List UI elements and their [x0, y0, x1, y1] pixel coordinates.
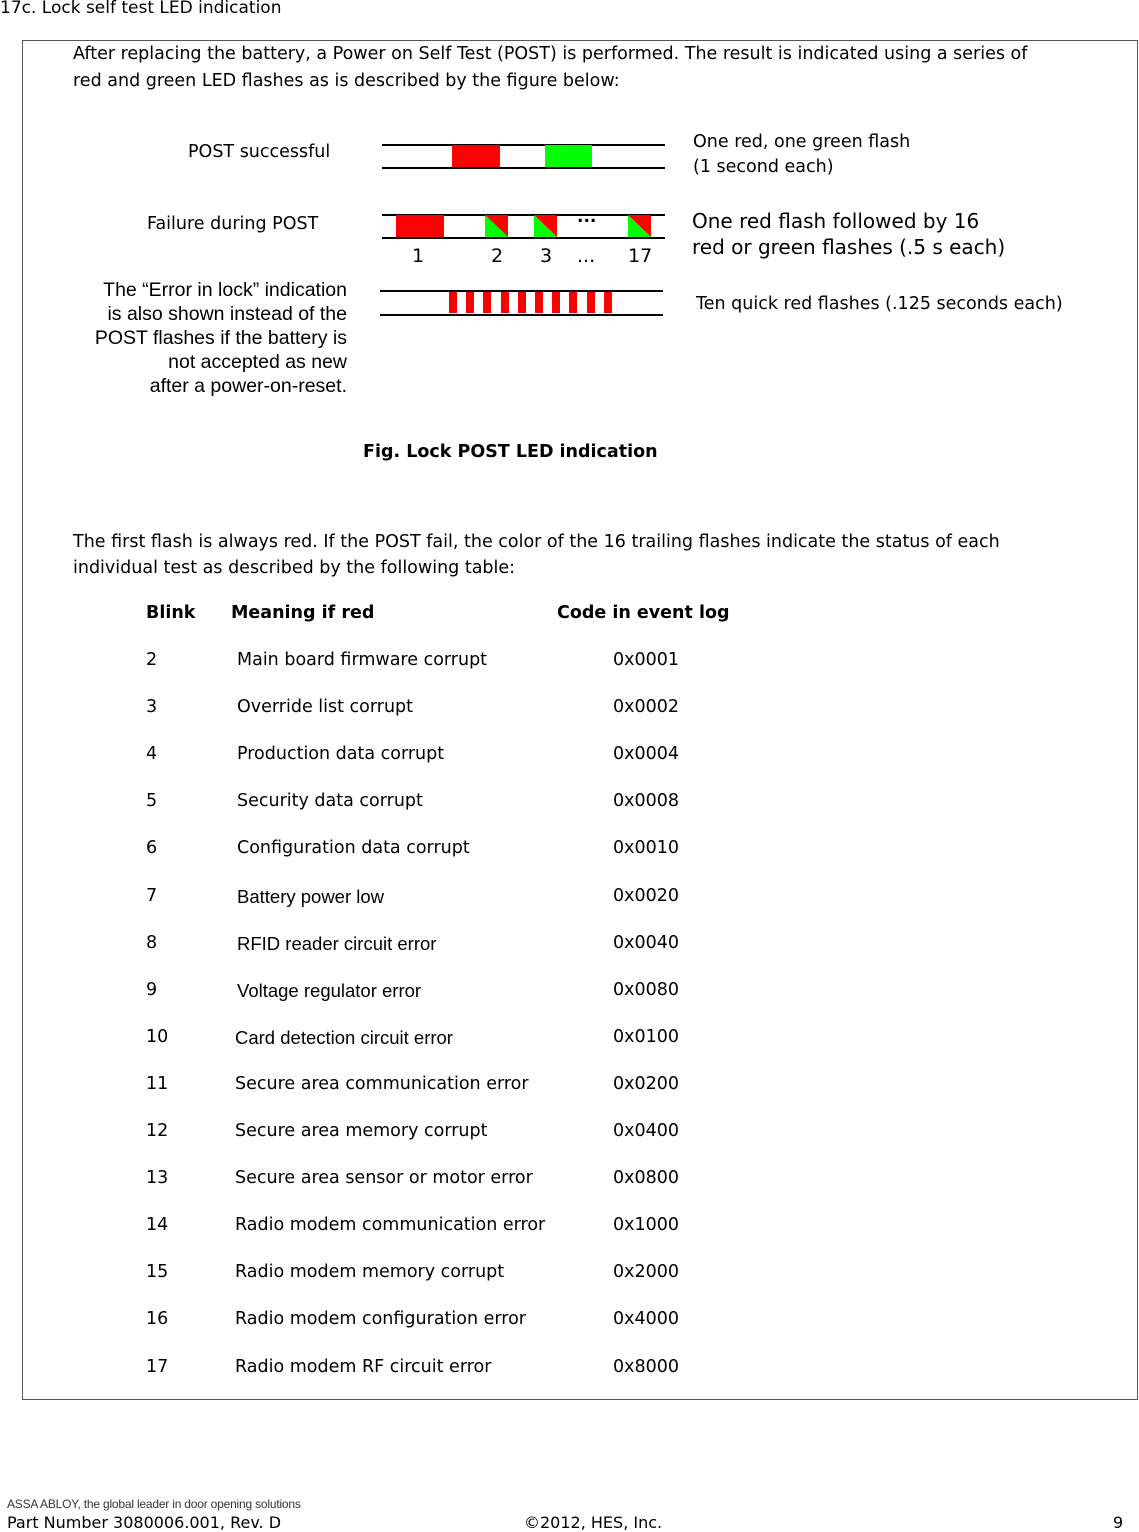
row-meaning: Secure area sensor or motor error — [235, 1168, 533, 1188]
row-blink: 9 — [146, 980, 158, 1000]
row-blink: 3 — [146, 697, 158, 717]
row-code: 0x0008 — [613, 791, 680, 811]
quick-red-flash — [449, 292, 457, 313]
row-meaning: Production data corrupt — [237, 744, 445, 764]
row-blink: 5 — [146, 791, 158, 811]
row-code: 0x0080 — [613, 980, 680, 1000]
row-code: 0x0020 — [613, 886, 680, 906]
row-meaning: Radio modem communication error — [235, 1215, 546, 1235]
flash-number-17: 17 — [628, 245, 653, 267]
row-blink: 17 — [146, 1357, 169, 1377]
row2-flash-17 — [628, 215, 651, 237]
row-blink: 15 — [146, 1262, 169, 1282]
header-blink: Blink — [146, 603, 196, 623]
row-meaning: Secure area memory corrupt — [235, 1121, 488, 1141]
error-in-lock-note — [95, 278, 347, 398]
row1-red-flash — [452, 145, 500, 167]
row-code: 0x2000 — [613, 1262, 680, 1282]
row1-bottom-line — [382, 167, 665, 169]
row-meaning: Override list corrupt — [237, 697, 414, 717]
error-note-line-1: The “Error in lock” indication — [103, 279, 347, 301]
quick-red-flash — [587, 292, 595, 313]
error-note-line-4: not accepted as new — [168, 351, 347, 373]
row-blink: 2 — [146, 650, 158, 670]
quick-red-flash — [466, 292, 474, 313]
copyright: ©2012, HES, Inc. — [524, 1513, 663, 1532]
row-blink: 16 — [146, 1309, 169, 1329]
page-number: 9 — [1113, 1513, 1124, 1532]
table-intro-line-1: The first flash is always red. If the POST fail, the color of the 16 trailing flashes indicate the status of each — [73, 532, 1000, 552]
row-code: 0x8000 — [613, 1357, 680, 1377]
row1-green-flash — [545, 145, 592, 167]
row-blink: 11 — [146, 1074, 169, 1094]
row-code: 0x0004 — [613, 744, 680, 764]
row2-flash-2 — [485, 215, 508, 237]
figure-caption: Fig. Lock POST LED indication — [363, 442, 658, 462]
post-successful-label: POST successful — [188, 142, 331, 162]
row-code: 0x0200 — [613, 1074, 680, 1094]
flash-number-2: 2 — [491, 245, 504, 267]
quick-red-flash — [604, 292, 612, 313]
row1-top-line — [382, 144, 665, 146]
intro-line-2: red and green LED flashes as is described by the figure below: — [73, 71, 620, 91]
row-code: 0x4000 — [613, 1309, 680, 1329]
section-title: 17c. Lock self test LED indication — [0, 0, 282, 18]
row-code: 0x0001 — [613, 650, 680, 670]
row-meaning: Configuration data corrupt — [237, 838, 470, 858]
row-blink: 6 — [146, 838, 158, 858]
error-note-line-3: POST flashes if the battery is — [94, 327, 347, 349]
row2-flash-3 — [534, 215, 557, 237]
row1-desc-line-2: (1 second each) — [693, 157, 834, 177]
row-meaning: Radio modem memory corrupt — [235, 1262, 505, 1282]
table-intro-line-2: individual test as described by the following table: — [73, 558, 516, 578]
row-code: 0x0010 — [613, 838, 680, 858]
row-code: 0x1000 — [613, 1215, 680, 1235]
row-blink: 14 — [146, 1215, 169, 1235]
quick-red-flash — [501, 292, 509, 313]
row-blink: 12 — [146, 1121, 169, 1141]
quick-red-flash — [483, 292, 491, 313]
row3-desc: Ten quick red flashes (.125 seconds each) — [696, 294, 1063, 314]
intro-line-1: After replacing the battery, a Power on Self Test (POST) is performed. The result is indicated using a series of — [73, 44, 1028, 64]
row-code: 0x0400 — [613, 1121, 680, 1141]
row-meaning: Secure area communication error — [235, 1074, 529, 1094]
row-blink: 8 — [146, 933, 158, 953]
error-note-line-2: is also shown instead of the — [107, 303, 347, 325]
error-note-line-5: after a power-on-reset. — [149, 375, 347, 397]
flash-number-1: 1 — [412, 245, 425, 267]
row-meaning: Radio modem RF circuit error — [235, 1357, 492, 1377]
row-meaning: Card detection circuit error — [235, 1027, 453, 1048]
row-blink: 13 — [146, 1168, 169, 1188]
quick-red-flash — [535, 292, 543, 313]
quick-red-flash — [518, 292, 526, 313]
quick-red-flash — [569, 292, 577, 313]
part-number: Part Number 3080006.001, Rev. D — [7, 1513, 282, 1532]
row-meaning: RFID reader circuit error — [237, 933, 437, 954]
row2-desc-line-1: One red flash followed by 16 — [692, 209, 980, 233]
row1-desc-line-1: One red, one green flash — [693, 132, 911, 152]
row-code: 0x0100 — [613, 1027, 680, 1047]
row-code: 0x0002 — [613, 697, 680, 717]
row2-bottom-line — [382, 237, 665, 239]
company-logo-text: ASSA ABLOY, the global leader in door opening solutions — [7, 1497, 301, 1511]
header-code: Code in event log — [557, 603, 730, 623]
row-code: 0x0040 — [613, 933, 680, 953]
row-blink: 10 — [146, 1027, 169, 1047]
row3-bottom-line — [380, 314, 663, 316]
failure-during-post-label: Failure during POST — [147, 214, 319, 234]
row2-ellipsis-dots: ... — [577, 207, 597, 227]
row2-desc-line-2: red or green flashes (.5 s each) — [692, 235, 1006, 259]
row-meaning: Security data corrupt — [237, 791, 423, 811]
row-meaning: Radio modem configuration error — [235, 1309, 526, 1329]
row-code: 0x0800 — [613, 1168, 680, 1188]
header-meaning: Meaning if red — [231, 603, 375, 623]
row2-flash-1 — [396, 215, 444, 237]
flash-number-3: 3 — [540, 245, 553, 267]
row-meaning: Battery power low — [237, 886, 385, 907]
row-blink: 4 — [146, 744, 158, 764]
flash-number-ellipsis: ... — [577, 245, 596, 267]
quick-red-flash — [552, 292, 560, 313]
row-meaning: Voltage regulator error — [237, 980, 422, 1001]
row-blink: 7 — [146, 886, 158, 906]
row-meaning: Main board firmware corrupt — [237, 650, 488, 670]
